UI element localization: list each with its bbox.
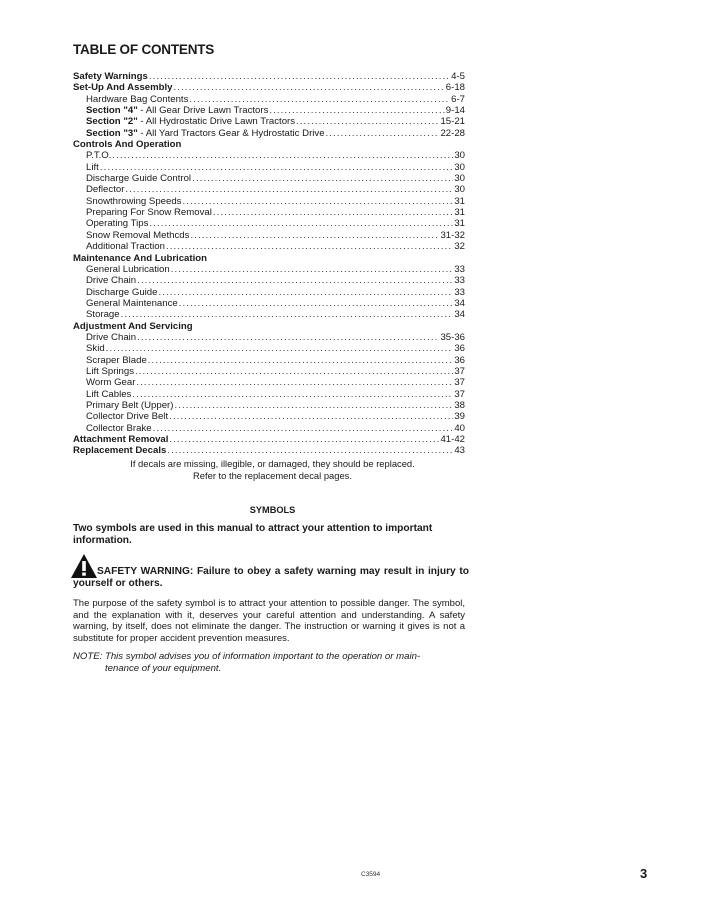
toc-dot-leader bbox=[148, 355, 454, 366]
toc-entry bbox=[73, 355, 465, 366]
toc-page-number: 33 bbox=[454, 263, 465, 275]
toc-dot-leader bbox=[135, 366, 453, 377]
toc-entry-label: Preparing For Snow Removal bbox=[86, 207, 212, 219]
toc-dot-leader bbox=[149, 218, 453, 229]
toc-dot-leader bbox=[169, 411, 453, 422]
toc-entry bbox=[73, 264, 465, 275]
toc-page-number: 31 bbox=[454, 207, 465, 219]
table-of-contents bbox=[73, 71, 465, 457]
toc-entry bbox=[73, 321, 465, 332]
decal-note-line2: Refer to the replacement decal pages. bbox=[193, 469, 352, 481]
toc-entry bbox=[73, 241, 465, 252]
toc-page-number: 6-7 bbox=[451, 93, 465, 105]
toc-entry bbox=[73, 196, 465, 207]
toc-entry-label: Maintenance And Lubrication bbox=[73, 252, 207, 264]
decal-note bbox=[0, 458, 545, 481]
toc-page-number: 4-5 bbox=[451, 71, 465, 82]
toc-dot-leader bbox=[269, 105, 444, 116]
toc-page-number: 33 bbox=[454, 275, 465, 287]
toc-entry-label: Skid bbox=[86, 343, 105, 355]
toc-dot-leader bbox=[169, 434, 439, 445]
toc-entry-label: Lift Springs bbox=[86, 365, 134, 377]
toc-entry-label bbox=[86, 116, 295, 127]
toc-entry bbox=[73, 377, 465, 388]
toc-entry bbox=[73, 116, 465, 127]
toc-entry-label: Operating Tips bbox=[86, 218, 149, 230]
toc-dot-leader bbox=[106, 343, 454, 354]
toc-entry bbox=[73, 275, 465, 286]
toc-entry bbox=[73, 332, 465, 343]
toc-page-number: 37 bbox=[454, 377, 465, 389]
toc-page-number: 38 bbox=[454, 399, 465, 411]
toc-entry bbox=[73, 366, 465, 377]
toc-entry-label bbox=[86, 105, 268, 116]
toc-dot-leader bbox=[100, 162, 454, 173]
toc-entry-label: Adjustment And Servicing bbox=[73, 320, 193, 332]
toc-dot-leader bbox=[166, 241, 453, 252]
toc-section-description: - All Hydrostatic Drive Lawn Tractors bbox=[137, 116, 296, 128]
toc-entry-label: Snowthrowing Speeds bbox=[86, 195, 182, 207]
toc-dot-leader bbox=[174, 400, 453, 411]
safety-warning-text: SAFETY WARNING: Failure to obey a safety warning may result in injury to yourself or others. bbox=[73, 566, 469, 589]
toc-dot-leader bbox=[137, 275, 453, 286]
toc-page-number: 15-21 bbox=[440, 116, 465, 128]
toc-dot-leader bbox=[174, 82, 445, 93]
symbols-intro: Two symbols are used in this manual to attract your attention to important information. bbox=[73, 523, 433, 546]
toc-entry bbox=[73, 71, 465, 82]
toc-entry bbox=[73, 162, 465, 173]
page-number: 3 bbox=[640, 866, 648, 881]
note-line1: NOTE: This symbol advises you of information important to the operation or main- bbox=[73, 651, 421, 662]
toc-page-number: 33 bbox=[454, 286, 465, 298]
toc-dot-leader bbox=[125, 184, 453, 195]
toc-entry-label: Lift bbox=[86, 161, 99, 173]
toc-page-number: 36 bbox=[454, 354, 465, 366]
toc-entry-label: General Lubrication bbox=[86, 263, 170, 275]
toc-dot-leader bbox=[112, 150, 453, 161]
toc-entry-label: Scraper Blade bbox=[86, 354, 147, 366]
toc-dot-leader bbox=[137, 332, 439, 343]
toc-page-number: 31-32 bbox=[440, 229, 465, 241]
toc-dot-leader bbox=[158, 287, 453, 298]
toc-entry bbox=[73, 105, 465, 116]
toc-page-number: 36 bbox=[454, 343, 465, 355]
toc-entry-label: Replacement Decals bbox=[73, 445, 167, 457]
page-title: TABLE OF CONTENTS bbox=[73, 42, 215, 57]
toc-dot-leader bbox=[182, 196, 453, 207]
toc-page-number: 37 bbox=[454, 365, 465, 377]
toc-page-number: 32 bbox=[454, 241, 465, 253]
toc-entry-label: General Maintenance bbox=[86, 297, 178, 309]
toc-page-number: 34 bbox=[454, 297, 465, 309]
toc-dot-leader bbox=[326, 128, 440, 139]
document-code: C3594 bbox=[361, 871, 381, 878]
toc-entry bbox=[73, 309, 465, 320]
toc-entry bbox=[73, 128, 465, 139]
toc-entry bbox=[73, 82, 465, 93]
toc-entry bbox=[73, 173, 465, 184]
toc-entry-label: Primary Belt (Upper) bbox=[86, 399, 174, 411]
toc-entry bbox=[73, 343, 465, 354]
toc-dot-leader bbox=[192, 173, 453, 184]
toc-dot-leader bbox=[132, 389, 453, 400]
toc-entry-label: Drive Chain bbox=[86, 275, 137, 287]
toc-page-number: 43 bbox=[454, 445, 465, 457]
symbols-heading: SYMBOLS bbox=[249, 505, 296, 515]
toc-page-number: 31 bbox=[454, 218, 465, 230]
toc-entry bbox=[73, 139, 465, 150]
toc-entry bbox=[73, 218, 465, 229]
toc-entry bbox=[73, 230, 465, 241]
toc-entry bbox=[73, 400, 465, 411]
toc-entry-label bbox=[86, 128, 325, 139]
toc-dot-leader bbox=[189, 94, 450, 105]
toc-dot-leader bbox=[167, 445, 453, 456]
toc-entry-label: Storage bbox=[86, 309, 120, 321]
toc-page-number: 31 bbox=[454, 195, 465, 207]
toc-page-number: 22-28 bbox=[440, 127, 465, 139]
toc-dot-leader bbox=[213, 207, 453, 218]
toc-entry bbox=[73, 150, 465, 161]
toc-entry-label: Additional Traction bbox=[86, 241, 165, 253]
toc-entry-label: Set-Up And Assembly bbox=[73, 82, 173, 94]
toc-section-name: Section "3" bbox=[86, 127, 138, 139]
toc-entry-label: Hardware Bag Contents bbox=[86, 93, 189, 105]
toc-entry bbox=[73, 253, 465, 264]
decal-note-line1: If decals are missing, illegible, or damaged, they should be replaced. bbox=[130, 458, 415, 469]
toc-entry bbox=[73, 434, 465, 445]
toc-entry-label: Discharge Guide Control bbox=[86, 173, 192, 185]
toc-page-number: 40 bbox=[454, 422, 465, 434]
toc-entry-label: Attachment Removal bbox=[73, 434, 169, 445]
toc-section-name: Section "4" bbox=[86, 105, 138, 117]
toc-dot-leader bbox=[153, 423, 454, 434]
toc-page-number: 35-36 bbox=[440, 331, 465, 343]
toc-entry-label: Safety Warnings bbox=[73, 71, 148, 82]
note-line2: tenance of your equipment. bbox=[105, 662, 222, 674]
toc-page-number: 39 bbox=[454, 411, 465, 423]
toc-dot-leader bbox=[171, 264, 454, 275]
toc-dot-leader bbox=[149, 71, 450, 82]
toc-page-number: 30 bbox=[454, 173, 465, 185]
toc-page-number: 30 bbox=[454, 150, 465, 162]
safety-symbol-paragraph: The purpose of the safety symbol is to attract your attention to possible danger. The symbol, and the explanation with it, deserves your careful attention and understanding. A safety warning, by itself, does not eliminate the danger. The instruction or warning it gives is not a substitute for proper accident prevention measures. bbox=[73, 598, 465, 644]
toc-entry-label: Collector Drive Belt bbox=[86, 411, 169, 423]
toc-page-number: 9-14 bbox=[445, 105, 465, 117]
toc-entry bbox=[73, 184, 465, 195]
toc-page-number: 34 bbox=[454, 309, 465, 321]
toc-entry bbox=[73, 411, 465, 422]
toc-dot-leader bbox=[121, 309, 454, 320]
toc-entry bbox=[73, 445, 465, 456]
toc-entry-label: Worm Gear bbox=[86, 377, 136, 389]
toc-entry-label: Drive Chain bbox=[86, 331, 137, 343]
toc-dot-leader bbox=[179, 298, 454, 309]
toc-page-number: 30 bbox=[454, 184, 465, 196]
toc-page-number: 6-18 bbox=[445, 82, 465, 94]
toc-section-name: Section "2" bbox=[86, 116, 138, 128]
note-text bbox=[73, 651, 465, 674]
toc-page-number: 41-42 bbox=[440, 434, 465, 445]
toc-dot-leader bbox=[136, 377, 453, 388]
toc-entry bbox=[73, 298, 465, 309]
toc-entry-label: Deflector bbox=[86, 184, 125, 196]
toc-entry-label: Snow Removal Methcds bbox=[86, 229, 190, 241]
toc-page-number: 37 bbox=[454, 388, 465, 400]
toc-page-number: 30 bbox=[454, 161, 465, 173]
toc-entry bbox=[73, 207, 465, 218]
toc-entry-label: Discharge Guide bbox=[86, 286, 158, 298]
toc-dot-leader bbox=[190, 230, 439, 241]
toc-section-description: - All Yard Tractors Gear & Hydrostatic Drive bbox=[137, 127, 325, 139]
toc-entry-label: Controls And Operation bbox=[73, 139, 182, 151]
toc-entry bbox=[73, 287, 465, 298]
toc-section-description: - All Gear Drive Lawn Tractors bbox=[137, 105, 269, 117]
toc-entry bbox=[73, 94, 465, 105]
toc-entry-label: Lift Cables bbox=[86, 388, 132, 400]
toc-entry-label: P.T.O. bbox=[86, 150, 112, 162]
toc-dot-leader bbox=[296, 116, 439, 127]
toc-entry-label: Collector Brake bbox=[86, 422, 152, 434]
toc-entry bbox=[73, 389, 465, 400]
toc-entry bbox=[73, 423, 465, 434]
